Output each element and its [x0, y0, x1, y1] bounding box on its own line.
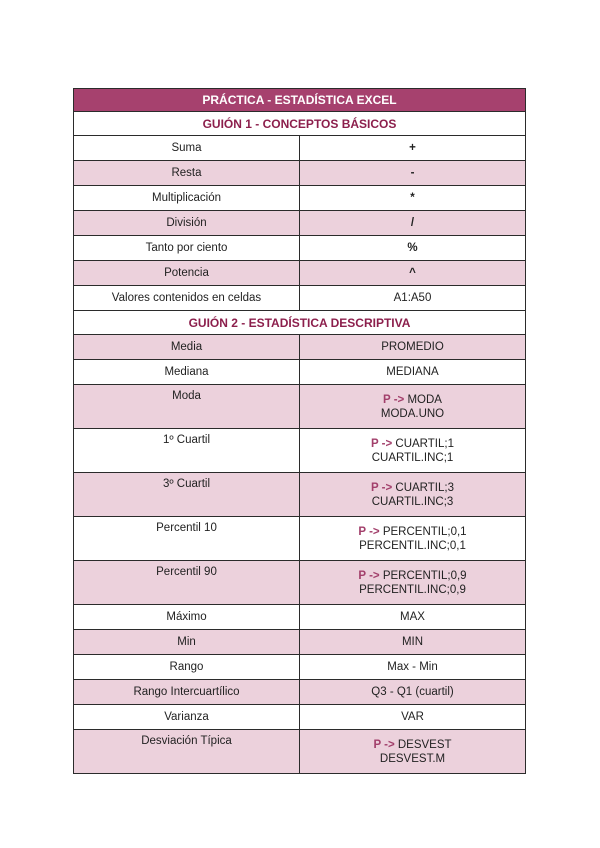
table-row	[74, 680, 526, 705]
function-name-alt: DESVEST.M	[379, 752, 446, 765]
section-1-header-row	[74, 112, 526, 136]
function-name-alt: CUARTIL.INC;3	[371, 495, 454, 508]
prefix-marker: P ->	[373, 738, 395, 751]
label-cell[interactable]: Min	[74, 630, 300, 655]
label-cell[interactable]: Multiplicación	[74, 186, 300, 211]
table-row	[74, 335, 526, 360]
function-name: CUARTIL;3	[395, 481, 454, 494]
label-cell[interactable]: Máximo	[74, 605, 300, 630]
function-name: CUARTIL;1	[395, 437, 454, 450]
value-cell[interactable]	[300, 517, 526, 561]
table-row	[74, 705, 526, 730]
table-row	[74, 286, 526, 311]
label-cell[interactable]: Potencia	[74, 261, 300, 286]
value-cell[interactable]: *	[300, 186, 526, 211]
label-cell[interactable]: 1º Cuartil	[74, 429, 300, 473]
value-cell[interactable]: Max - Min	[300, 655, 526, 680]
table-row	[74, 730, 526, 774]
value-cell[interactable]	[300, 561, 526, 605]
label-cell[interactable]: Valores contenidos en celdas	[74, 286, 300, 311]
statistics-table	[73, 88, 526, 774]
label-cell[interactable]: División	[74, 211, 300, 236]
label-cell[interactable]: Moda	[74, 385, 300, 429]
label-cell[interactable]: Mediana	[74, 360, 300, 385]
function-name-alt: PERCENTIL.INC;0,1	[359, 539, 466, 552]
prefix-marker: P ->	[371, 437, 393, 450]
function-name-alt: MODA.UNO	[380, 407, 445, 420]
label-cell[interactable]: Percentil 90	[74, 561, 300, 605]
value-cell[interactable]: MEDIANA	[300, 360, 526, 385]
table-row	[74, 385, 526, 429]
label-cell[interactable]: 3º Cuartil	[74, 473, 300, 517]
value-cell[interactable]	[300, 429, 526, 473]
label-cell[interactable]: Media	[74, 335, 300, 360]
title-row	[74, 89, 526, 112]
section-1-title[interactable]: GUIÓN 1 - CONCEPTOS BÁSICOS	[74, 112, 526, 136]
prefix-marker: P ->	[383, 393, 405, 406]
section-2-header-row	[74, 311, 526, 335]
value-cell[interactable]: %	[300, 236, 526, 261]
value-cell[interactable]	[300, 473, 526, 517]
table-row	[74, 473, 526, 517]
table-row	[74, 561, 526, 605]
value-cell[interactable]: Q3 - Q1 (cuartil)	[300, 680, 526, 705]
function-name-alt: CUARTIL.INC;1	[371, 451, 454, 464]
value-cell[interactable]	[300, 385, 526, 429]
table-row	[74, 236, 526, 261]
function-name: PERCENTIL;0,1	[382, 525, 467, 538]
prefix-marker: P ->	[358, 569, 380, 582]
value-cell[interactable]	[300, 730, 526, 774]
label-cell[interactable]: Suma	[74, 136, 300, 161]
prefix-marker: P ->	[358, 525, 380, 538]
label-cell[interactable]: Tanto por ciento	[74, 236, 300, 261]
table-row	[74, 655, 526, 680]
value-cell[interactable]: MIN	[300, 630, 526, 655]
table-row	[74, 360, 526, 385]
section-2-title[interactable]: GUIÓN 2 - ESTADÍSTICA DESCRIPTIVA	[74, 311, 526, 335]
value-cell[interactable]: A1:A50	[300, 286, 526, 311]
label-cell[interactable]: Desviación Típica	[74, 730, 300, 774]
table-title[interactable]: PRÁCTICA - ESTADÍSTICA EXCEL	[74, 89, 526, 112]
value-cell[interactable]: MAX	[300, 605, 526, 630]
function-name: DESVEST	[397, 738, 452, 751]
label-cell[interactable]: Resta	[74, 161, 300, 186]
value-cell[interactable]: +	[300, 136, 526, 161]
table-row	[74, 211, 526, 236]
value-cell[interactable]: /	[300, 211, 526, 236]
table-row	[74, 429, 526, 473]
value-cell[interactable]: PROMEDIO	[300, 335, 526, 360]
table-row	[74, 605, 526, 630]
value-cell[interactable]: -	[300, 161, 526, 186]
label-cell[interactable]: Percentil 10	[74, 517, 300, 561]
function-name: MODA	[407, 393, 442, 406]
label-cell[interactable]: Rango Intercuartílico	[74, 680, 300, 705]
value-cell[interactable]: VAR	[300, 705, 526, 730]
table-row	[74, 186, 526, 211]
function-name-alt: PERCENTIL.INC;0,9	[359, 583, 466, 596]
prefix-marker: P ->	[371, 481, 393, 494]
value-cell[interactable]: ^	[300, 261, 526, 286]
function-name: PERCENTIL;0,9	[382, 569, 467, 582]
table-row	[74, 161, 526, 186]
label-cell[interactable]: Rango	[74, 655, 300, 680]
label-cell[interactable]: Varianza	[74, 705, 300, 730]
table-row	[74, 261, 526, 286]
table-row	[74, 517, 526, 561]
table-row	[74, 136, 526, 161]
table-row	[74, 630, 526, 655]
